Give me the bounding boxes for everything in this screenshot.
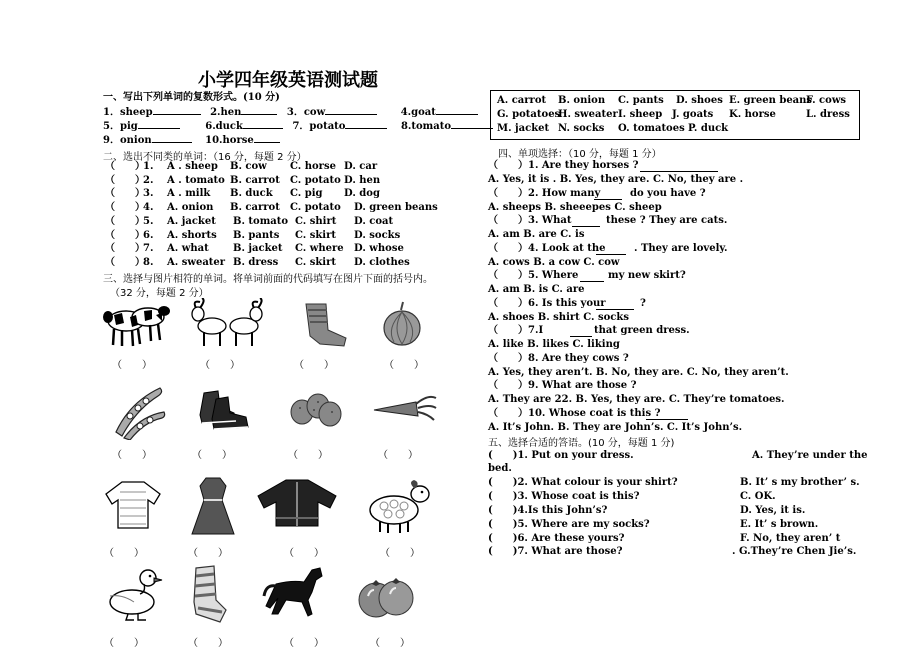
word-bank-item: I. sheep	[618, 109, 663, 120]
answer-paren[interactable]: （ ）	[105, 229, 145, 241]
option-c: C. horse	[290, 161, 336, 172]
question-text: ?	[640, 298, 646, 309]
option-a: A . milk	[167, 188, 211, 200]
option-b: B. duck	[230, 188, 273, 200]
answer-paren[interactable]: （ ）	[284, 638, 324, 649]
word-bank-item: G. potatoes	[497, 109, 561, 120]
option-b: B. tomato	[233, 215, 289, 227]
word-bank-item: B. onion	[558, 95, 606, 106]
word-bank-item: J. goats	[672, 109, 714, 120]
question-number: 4.	[143, 202, 154, 214]
option-d: D. coat	[354, 215, 394, 227]
answer-line[interactable]	[153, 114, 201, 115]
option-d: D. socks	[354, 229, 401, 241]
answer-paren[interactable]: （ ）	[105, 188, 145, 200]
answer-paren[interactable]: （ ）	[378, 450, 418, 461]
answer-line[interactable]	[152, 142, 192, 143]
answer-paren[interactable]: （ ）	[192, 450, 232, 461]
answer-paren[interactable]: （ ）	[105, 215, 145, 227]
word-bank-item: C. pants	[618, 95, 664, 106]
answer-paren[interactable]: （ ）	[105, 202, 145, 214]
carrot-picture	[372, 392, 438, 422]
plural-row-1	[103, 107, 478, 119]
match-question: ( )1. Put on your dress.	[488, 450, 634, 461]
question-text: （ ）5. Where	[488, 270, 579, 281]
question-text: . They are lovely.	[634, 243, 728, 254]
match-answer: F. No, they aren’ t	[740, 533, 841, 544]
plural-item: 10.horse	[205, 135, 254, 146]
answer-line[interactable]	[436, 114, 478, 115]
shoes-picture	[194, 385, 252, 431]
answer-line[interactable]	[254, 142, 280, 143]
option-c: C. potato	[290, 202, 341, 214]
onion-picture	[380, 300, 426, 348]
option-b: B. dress	[233, 256, 279, 268]
socks-picture	[296, 300, 352, 348]
option-d: D. dog	[344, 188, 380, 200]
plural-row-3	[103, 135, 280, 147]
option-d: D. car	[344, 161, 378, 172]
answer-paren[interactable]: （ ）	[105, 161, 145, 172]
question-text: that green dress.	[594, 325, 690, 336]
section3-heading: 三、选择与图片相符的单词。将单词前面的代码填写在图片下面的括号内。	[103, 274, 433, 285]
green-beans-picture	[110, 382, 168, 440]
word-bank-item: P. duck	[688, 123, 729, 134]
answer-paren[interactable]: （ ）	[112, 450, 152, 461]
option-b: B. carrot	[230, 202, 280, 214]
question-text: （ ）3. What	[488, 215, 572, 226]
sweater-picture	[104, 478, 162, 530]
match-question: ( )4.Is this John’s?	[488, 505, 608, 516]
option-c: C. skirt	[295, 229, 336, 241]
answer-paren[interactable]: （ ）	[104, 638, 144, 649]
option-c: C. pig	[290, 188, 323, 200]
question-text: these ? They are cats.	[606, 215, 728, 226]
answer-paren[interactable]: （ ）	[200, 360, 240, 371]
question-text: （ ）10. Whose coat is this ?	[488, 408, 661, 419]
answer-options: A. am B. is C. are	[488, 284, 585, 295]
plural-item: 3．cow	[286, 107, 326, 118]
question-text: my new skirt?	[608, 270, 686, 281]
question-number: 6.	[143, 229, 154, 241]
word-bank-item: F. cows	[806, 95, 847, 106]
answer-options: A. They are 22. B. Yes, they are. C. They’re tomatoes.	[488, 394, 785, 405]
blank-line[interactable]	[646, 419, 688, 420]
plural-item: 2.hen	[210, 107, 242, 118]
word-bank-item: O. tomatoes	[618, 123, 685, 134]
option-b: B. cow	[230, 161, 267, 172]
answer-paren[interactable]: （ ）	[105, 243, 145, 255]
page-title: 小学四年级英语测试题	[198, 70, 378, 91]
question-text: do you have ?	[630, 188, 706, 199]
answer-line[interactable]	[345, 128, 387, 129]
plural-item: 1．sheep	[103, 107, 153, 118]
jacket-picture	[256, 478, 338, 528]
section1-heading: 一、写出下列单词的复数形式。(10 分)	[103, 92, 280, 103]
match-question: ( )7. What are those?	[488, 546, 623, 557]
match-question: ( )5. Where are my socks?	[488, 519, 650, 530]
section5-heading: 五、选择合适的答语。(10 分，每题 1 分)	[488, 438, 675, 449]
option-d: D. green beans	[354, 202, 438, 214]
question-text: （ ）1. Are they horses ?	[488, 160, 639, 171]
question-text: （ ）9. What are those ?	[488, 380, 637, 391]
answer-options: A. It’s John. B. They are John’s. C. It’s John’s.	[488, 422, 743, 433]
duck-picture	[104, 566, 164, 622]
section3-subheading: （32 分，每题 2 分）	[110, 288, 209, 299]
cows-picture	[100, 297, 172, 349]
answer-line[interactable]	[451, 128, 493, 129]
dress-picture	[188, 476, 238, 536]
plural-row-2	[103, 121, 493, 133]
section2-heading: 二、选出不同类的单词：（16 分，每题 2 分）	[103, 152, 307, 163]
question-number: 2.	[143, 174, 154, 186]
match-question: ( )6. Are these yours?	[488, 533, 625, 544]
answer-paren[interactable]: （ ）	[188, 548, 228, 559]
option-b: B. pants	[233, 229, 280, 241]
plural-item: 7．potato	[292, 121, 346, 132]
sheep-picture	[360, 480, 436, 534]
answer-options: A. am B. are C. is	[488, 229, 585, 240]
word-bank-item: D. shoes	[676, 95, 723, 106]
answer-line[interactable]	[243, 128, 283, 129]
answer-paren[interactable]: （ ）	[112, 360, 152, 371]
option-a: A. onion	[167, 202, 214, 214]
sock-picture	[186, 564, 232, 624]
option-d: D. hen	[344, 174, 381, 186]
option-a: A . sheep	[167, 161, 218, 172]
option-a: A. sweater	[167, 256, 226, 268]
match-question: ( )2. What colour is your shirt?	[488, 477, 678, 488]
blank-line[interactable]	[580, 281, 604, 282]
question-text: （ ）2. How many	[488, 188, 601, 199]
answer-paren[interactable]: （ ）	[380, 548, 420, 559]
plural-item: 4.goat	[400, 107, 436, 118]
answer-options: A. Yes, they aren’t. B. No, they are. C. No, they aren’t.	[488, 367, 789, 378]
word-bank-item: N. socks	[558, 123, 605, 134]
answer-options: A. like B. likes C. liking	[488, 339, 620, 350]
answer-line[interactable]	[138, 128, 180, 129]
match-answer: E. It’ s brown.	[740, 519, 819, 530]
question-number: 5.	[143, 215, 154, 227]
answer-paren[interactable]: （ ）	[104, 548, 144, 559]
question-text: （ ）8. Are they cows ?	[488, 353, 629, 364]
answer-line[interactable]	[325, 114, 377, 115]
answer-paren[interactable]: （ ）	[294, 360, 334, 371]
match-answer: A. They’re under the	[752, 450, 868, 461]
match-answer: D. Yes, it is.	[740, 505, 806, 516]
option-a: A. what	[167, 243, 209, 255]
option-d: D. whose	[354, 243, 404, 255]
match-answer: . G.They’re Chen Jie’s.	[732, 546, 857, 557]
option-d: D. clothes	[354, 256, 410, 268]
potatoes-picture	[288, 390, 344, 430]
answer-paren[interactable]: （ ）	[288, 450, 328, 461]
word-bank-item: K. horse	[729, 109, 776, 120]
answer-options: A. shoes B. shirt C. socks	[488, 312, 629, 323]
blank-line[interactable]	[596, 309, 634, 310]
tomatoes-picture	[356, 572, 416, 622]
answer-options: A. Yes, it is . B. Yes, they are. C. No, they are .	[488, 174, 744, 185]
match-answer-continuation: bed.	[488, 463, 512, 474]
match-answer: C. OK.	[740, 491, 776, 502]
option-c: C. where	[295, 243, 344, 255]
option-a: A. shorts	[167, 229, 217, 241]
word-bank-item: M. jacket	[497, 123, 550, 134]
plural-item: 5．pig	[103, 121, 138, 132]
blank-line[interactable]	[594, 199, 622, 200]
plural-item: 8.tomato	[400, 121, 452, 132]
answer-paren[interactable]: （ ）	[105, 256, 145, 268]
option-b: B. jacket	[233, 243, 283, 255]
option-c: C. skirt	[295, 256, 336, 268]
answer-paren[interactable]: （ ）	[105, 174, 145, 186]
goats-picture	[190, 298, 266, 348]
answer-options: A. sheeps B. sheeepes C. sheep	[488, 202, 662, 213]
question-number: 8.	[143, 256, 154, 268]
option-b: B. carrot	[230, 174, 280, 186]
word-bank-item: H. sweater	[558, 109, 618, 120]
word-bank-item: L. dress	[806, 109, 850, 120]
plural-item: 6.duck	[205, 121, 243, 132]
option-a: A . tomato	[167, 174, 225, 186]
question-number: 1.	[143, 161, 154, 172]
blank-line[interactable]	[596, 254, 626, 255]
plural-item: 9．onion	[103, 135, 152, 146]
blank-line[interactable]	[640, 171, 718, 172]
word-bank-item: E. green beans	[729, 95, 813, 106]
match-question: ( )3. Whose coat is this?	[488, 491, 640, 502]
answer-paren[interactable]: （ ）	[370, 638, 410, 649]
answer-paren[interactable]: （ ）	[284, 548, 324, 559]
question-number: 3.	[143, 188, 154, 200]
blank-line[interactable]	[572, 226, 600, 227]
blank-line[interactable]	[570, 336, 592, 337]
question-text: （ ）6. Is this your	[488, 298, 606, 309]
match-answer: B. It’ s my brother’ s.	[740, 477, 860, 488]
question-number: 7.	[143, 243, 154, 255]
answer-line[interactable]	[241, 114, 277, 115]
section4-heading: 四、单项选择：（10 分，每题 1 分）	[498, 149, 662, 160]
option-c: C. potato	[290, 174, 341, 186]
answer-paren[interactable]: （ ）	[384, 360, 424, 371]
answer-options: A. cows B. a cow C. cow	[488, 257, 620, 268]
option-c: C. shirt	[295, 215, 337, 227]
option-a: A. jacket	[167, 215, 216, 227]
answer-paren[interactable]: （ ）	[188, 638, 228, 649]
horse-picture	[262, 564, 326, 622]
word-bank-item: A. carrot	[497, 95, 547, 106]
question-text: （ ）4. Look at the	[488, 243, 606, 254]
question-text: （ ）7.I	[488, 325, 544, 336]
